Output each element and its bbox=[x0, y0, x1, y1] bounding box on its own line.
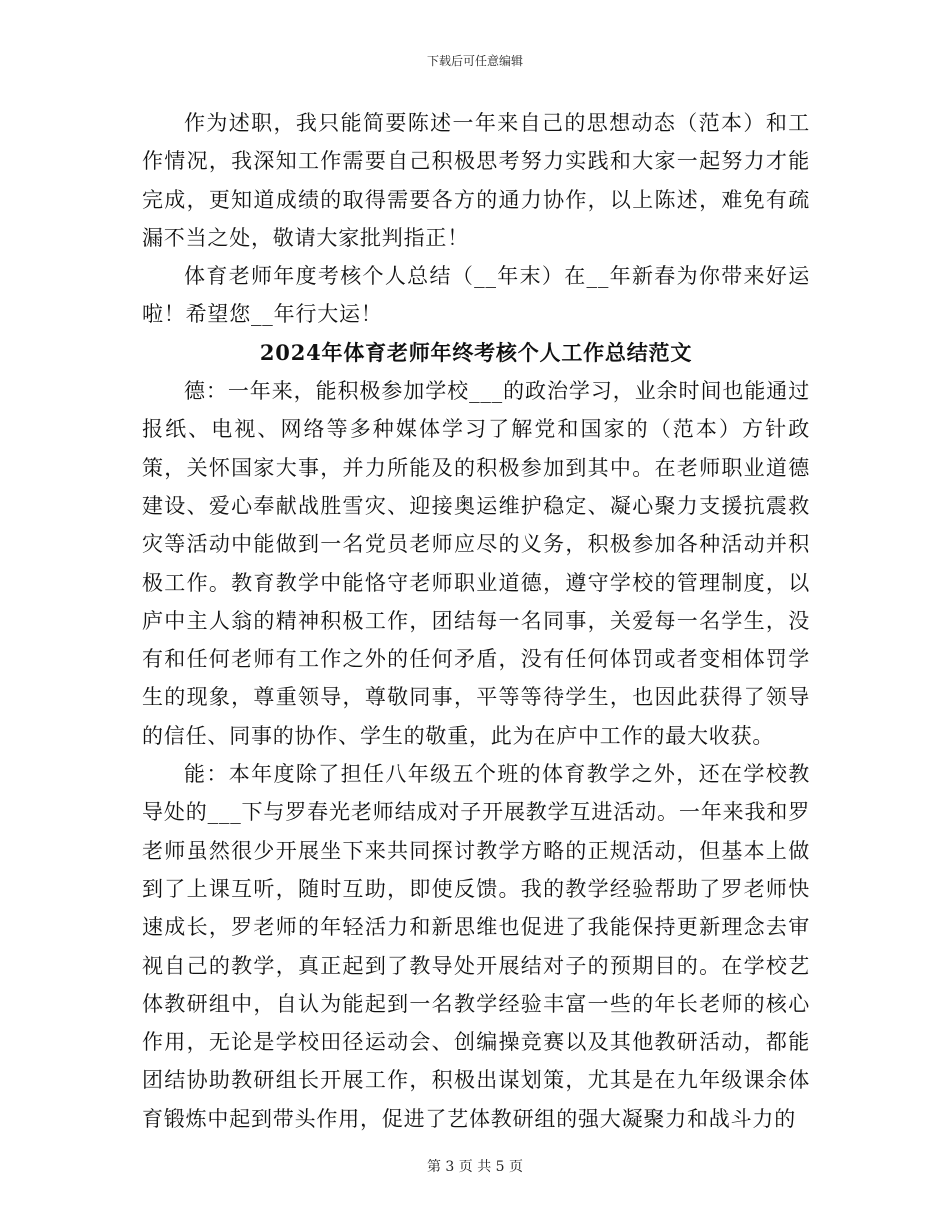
paragraph-ability: 能：本年度除了担任八年级五个班的体育教学之外，还在学校教导处的___下与罗春光老师结成对子开展教学互进活动。一年来我和罗老师虽然很少开展坐下来共同探讨教学方略的正规活动，但基本上做到了上课互听，随时互助，即使反馈。我的教学经验帮助了罗老师快速成长，罗老师的年轻活力和新思维也促进了我能保持更新理念去审视自己的教学，真正起到了教导处开展结对子的预期目的。在学校艺体教研组中，自认为能起到一名教学经验丰富一些的年长老师的核心作用，无论是学校田径运动会、创编操竞赛以及其他教研活动，都能团结协助教研组长开展工作，积极出谋划策，尤其是在九年级课余体育锻炼中起到带头作用，促进了艺体教研组的强大凝聚力和战斗力的 bbox=[142, 762, 810, 1131]
paragraph-new-year-greeting: 体育老师年度考核个人总结（__年末）在__年新春为你带来好运啦！希望您__年行大运！ bbox=[142, 264, 810, 327]
page-header: 下载后可任意编辑 bbox=[426, 54, 523, 68]
document-body bbox=[142, 104, 810, 1138]
page-number: 第 3 页 共 5 页 bbox=[426, 1159, 524, 1175]
paragraph-morality: 德：一年来，能积极参加学校___的政治学习，业余时间也能通过报纸、电视、网络等多种媒体学习了解党和国家的（范本）方针政策，关怀国家大事，并力所能及的积极参加到其中。在老师职业道德建设、爱心奉献战胜雪灾、迎接奥运维护稳定、凝心聚力支援抗震救灾等活动中能做到一名党员老师应尽的义务，积极参加各种活动并积极工作。教育教学中能恪守老师职业道德，遵守学校的管理制度，以庐中主人翁的精神积极工作，团结每一名同事，关爱每一名学生，没有和任何老师有工作之外的任何矛盾，没有任何体罚或者变相体罚学生的现象，尊重领导，尊敬同事，平等等待学生，也因此获得了领导的信任、同事的协作、学生的敬重，此为在庐中工作的最大收获。 bbox=[142, 379, 810, 748]
paragraph-closing-remarks: 作为述职，我只能简要陈述一年来自己的思想动态（范本）和工作情况，我深知工作需要自己积极思考努力实践和大家一起努力才能完成，更知道成绩的取得需要各方的通力协作，以上陈述，难免有疏漏不当之处，敬请大家批判指正！ bbox=[142, 111, 810, 250]
section-title: 2024年体育老师年终考核个人工作总结范文 bbox=[259, 339, 693, 365]
